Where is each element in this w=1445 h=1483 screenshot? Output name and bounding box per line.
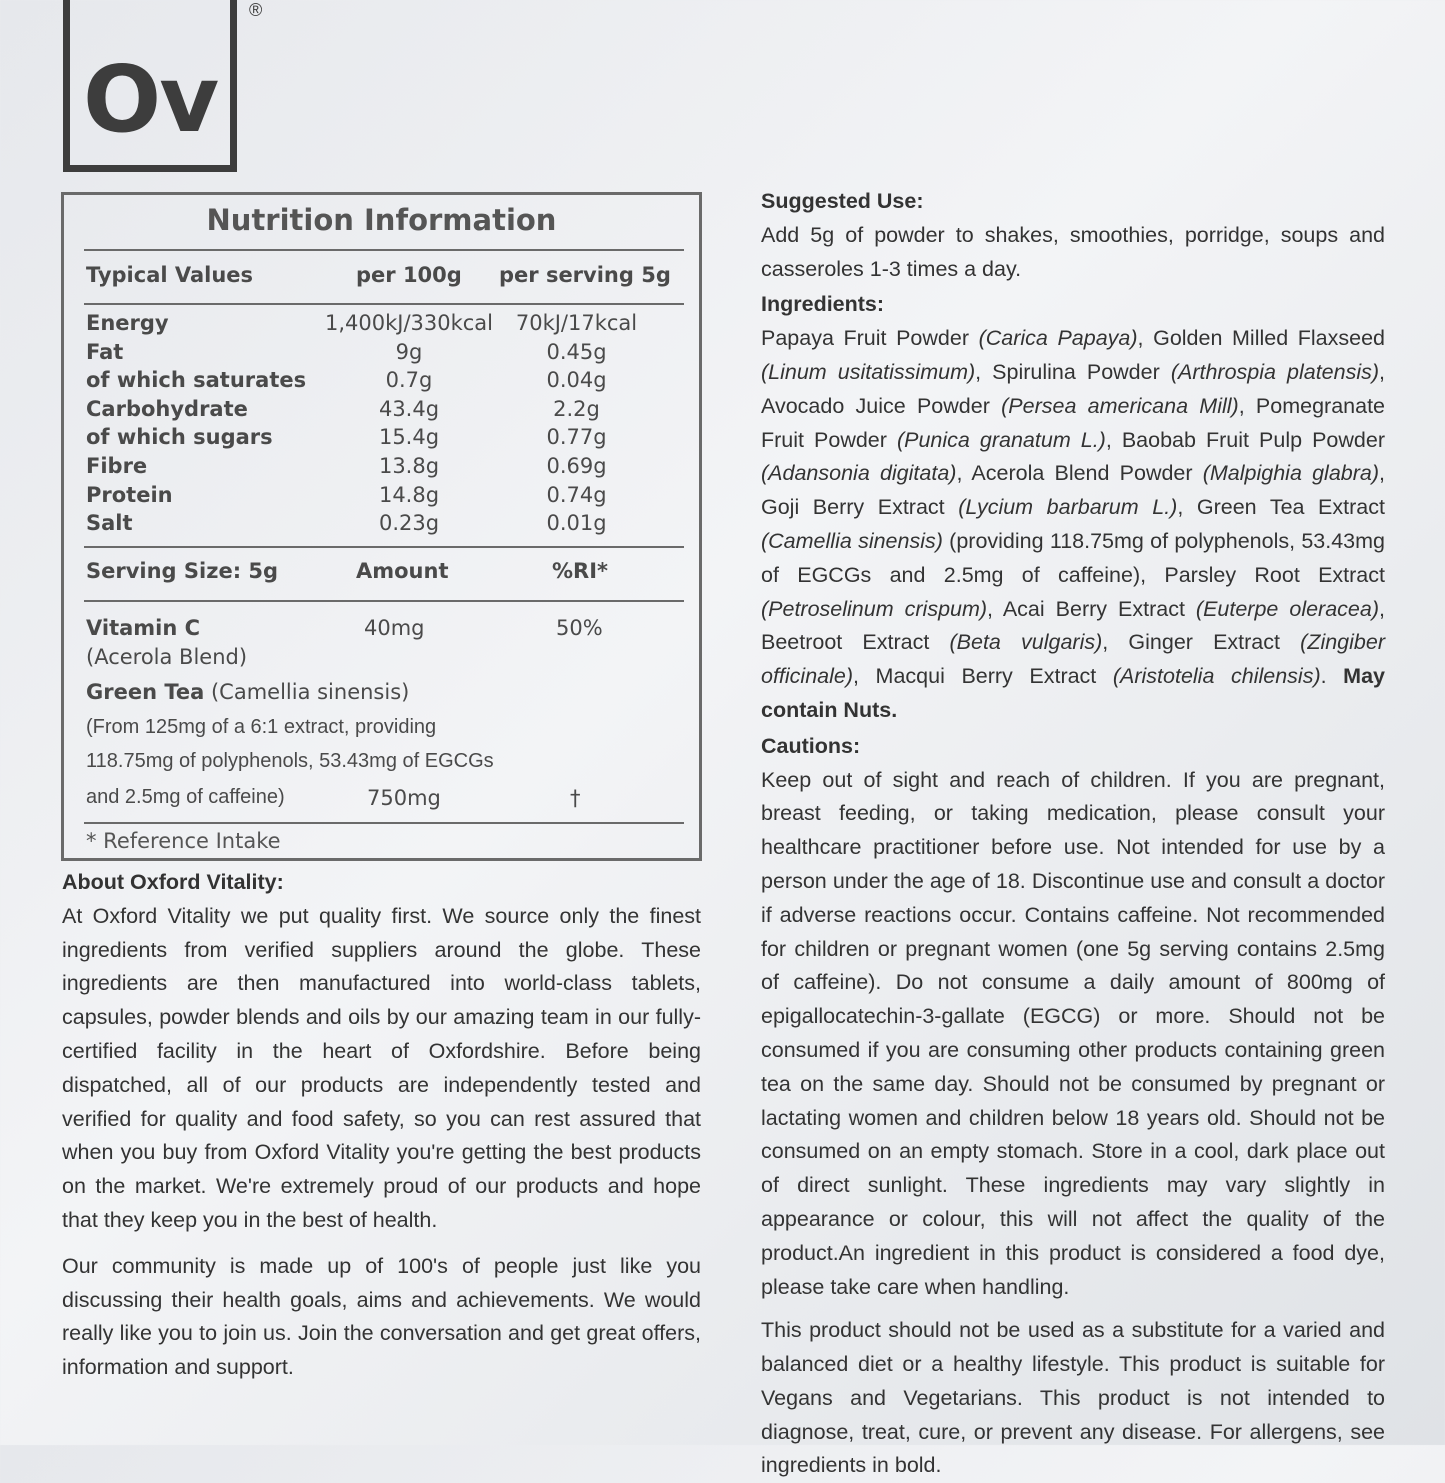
ingredient-text: , Spirulina Powder: [975, 359, 1171, 384]
ingredient-text: , Ginger Extract: [1102, 630, 1301, 655]
right-column: [761, 185, 1385, 1483]
ingredient-latin-name: (Lycium barbarum L.): [958, 495, 1178, 520]
divider: [84, 600, 684, 602]
ingredients-heading: Ingredients:: [761, 292, 885, 317]
ingredient-latin-name: (Camellia sinensis): [761, 528, 943, 553]
brand-logo: [63, 0, 237, 172]
nutrition-panel: [61, 192, 702, 861]
ingredient-latin-name: (Aristotelia chilensis): [1112, 664, 1321, 689]
ingredient-text: , Green Tea Extract: [1177, 495, 1385, 520]
nutrient-per-100g: 0.23g: [378, 511, 440, 536]
header-typical-values: Typical Values: [86, 263, 254, 287]
nutrient-per-serving: 0.04g: [546, 368, 607, 393]
vitamin-c-ri: 50%: [556, 616, 603, 640]
green-tea-row: [86, 680, 409, 704]
ingredient-text: , Acai Berry Extract: [987, 596, 1196, 621]
nutrient-name: of which sugars: [86, 425, 273, 450]
green-tea-note-2: 118.75mg of polyphenols, 53.43mg of EGCGs: [86, 750, 494, 772]
ingredient-latin-name: (Punica granatum L.): [896, 427, 1106, 452]
about-paragraph-2: Our community is made up of 100's of people just like you discussing their health goals, aims and achievements. We would really like you to join us. Join the conversation and get great offers, information and support.: [62, 1253, 701, 1380]
logo-text: Ov: [83, 46, 218, 153]
ingredient-text: , Beetroot Extract: [761, 596, 1385, 655]
nutrient-name: of which saturates: [86, 368, 307, 393]
ingredient-text: , Macqui Berry Extract: [853, 664, 1113, 689]
ingredient-text: , Baobab Fruit Pulp Powder: [1105, 427, 1385, 452]
nutrient-per-serving: 2.2g: [553, 396, 600, 421]
nutrition-title: Nutrition Information: [206, 203, 557, 237]
nutrient-per-serving: 0.69g: [546, 454, 607, 478]
amount-header: Amount: [356, 559, 449, 583]
green-tea-note-3: and 2.5mg of caffeine): [86, 786, 285, 808]
about-heading: About Oxford Vitality:: [62, 870, 284, 894]
ingredient-latin-name: (Malpighia glabra): [1202, 461, 1380, 486]
vitamin-c-amount: 40mg: [364, 616, 425, 640]
registered-mark: ®: [249, 0, 263, 20]
ingredients-text: [761, 322, 1385, 728]
header-per-serving: per serving 5g: [499, 263, 671, 287]
nutrient-per-serving: 0.74g: [546, 482, 607, 507]
nutrient-per-100g: 15.4g: [378, 425, 440, 450]
green-tea-note-1: (From 125mg of a 6:1 extract, providing: [86, 716, 437, 738]
ingredient-latin-name: (Arthrospia platensis): [1170, 359, 1380, 384]
ingredient-text: , Goji Berry Extract: [761, 461, 1385, 520]
nutrient-per-serving: 70kJ/17kcal: [515, 311, 638, 335]
nutrient-name: Fat: [86, 339, 124, 364]
serving-size-label: Serving Size: 5g: [86, 559, 279, 583]
nutrient-name: Fibre: [86, 454, 148, 478]
ingredient-latin-name: (Persea americana Mill): [1001, 393, 1239, 418]
ingredient-text: , Acerola Blend Powder: [956, 461, 1203, 486]
ingredient-latin-name: (Euterpe oleracea): [1195, 596, 1379, 621]
nutrient-per-serving: 0.01g: [546, 511, 607, 536]
ingredient-text: .: [1320, 664, 1344, 689]
ingredient-text: Papaya Fruit Powder: [761, 326, 979, 351]
footnote: * Reference Intake: [86, 829, 281, 853]
nutrient-name: Salt: [86, 511, 133, 536]
divider: [84, 546, 684, 548]
nutrient-per-100g: 0.7g: [385, 368, 433, 393]
divider: [84, 303, 684, 305]
ri-header: %RI*: [552, 559, 609, 583]
suggested-use-text: Add 5g of powder to shakes, smoothies, porridge, soups and casseroles 1-3 times a day.: [761, 222, 1385, 281]
green-tea-latin: (Camellia sinensis): [204, 680, 410, 704]
about-section: [62, 866, 701, 1385]
cautions-paragraph-2: This product should not be used as a substitute for a varied and balanced diet or a healthy lifestyle. This product is suitable for Vegans and Vegetarians. This product is not intended to diagnose, treat, cure, or prevent any disease. For allergens, see ingredients in bold.: [761, 1318, 1385, 1478]
green-tea-amount: 750mg: [367, 786, 441, 810]
divider: [84, 822, 684, 824]
ingredient-latin-name: (Petroselinum crispum): [761, 596, 988, 621]
nutrient-per-100g: 43.4g: [378, 396, 440, 421]
nutrient-name: Protein: [86, 482, 173, 507]
ingredient-latin-name: (Linum usitatissimum): [761, 359, 976, 384]
green-tea-ri: †: [570, 786, 581, 810]
green-tea-label: Green Tea: [86, 680, 205, 704]
nutrient-per-serving: 0.77g: [546, 425, 607, 450]
nutrient-per-100g: 13.8g: [378, 454, 440, 478]
nutrient-name: Carbohydrate: [86, 396, 248, 421]
vitamin-c-label: Vitamin C: [86, 616, 201, 640]
cautions-paragraph-1: Keep out of sight and reach of children. If you are pregnant, breast feeding, or taking medication, please consult your healthcare practitioner before use. Not intended for use by a person under the age of 18. Discontinue use and consult a doctor if adverse reactions occur. Contains caffeine. Not recommended for children or pregnant women (one 5g serving contains 2.5mg of caffeine). Do not consume a daily amount of 800mg of epigallocatechin-3-gallate (EGCG) or more. Should not be consumed if you are consuming other products containing green tea on the same day. Should not be consumed by pregnant or lactating women and children below 18 years old. Should not be consumed on an empty stomach. Store in a cool, dark place out of direct sunlight. These ingredients may vary slightly in appearance or colour, this will not affect the quality of the product.An ingredient in this product is considered a food dye, please take care when handling.: [761, 767, 1385, 1299]
cautions-heading: Cautions:: [761, 733, 861, 758]
allergen-warning: May contain Nuts.: [761, 664, 1385, 722]
ingredient-text: , Pomegranate Fruit Powder: [761, 393, 1385, 452]
nutrient-per-serving: 0.45g: [546, 339, 607, 364]
ingredient-latin-name: (Carica Papaya): [978, 326, 1138, 351]
ingredient-latin-name: (Zingiber officinale): [761, 630, 1385, 689]
vitamin-c-source: (Acerola Blend): [86, 645, 248, 669]
ingredient-text: (providing 118.75mg of polyphenols, 53.43mg of EGCGs and 2.5mg of caffeine), Parsley Root Extract: [761, 528, 1385, 587]
divider: [84, 249, 684, 251]
nutrient-per-100g: 1,400kJ/330kcal: [324, 311, 494, 335]
ingredient-text: , Golden Milled Flaxseed: [1137, 326, 1385, 351]
ingredient-latin-name: (Adansonia digitata): [761, 461, 957, 486]
ingredient-latin-name: (Beta vulgaris): [949, 630, 1103, 655]
nutrient-name: Energy: [86, 311, 169, 335]
about-paragraph-1: At Oxford Vitality we put quality first. We source only the finest ingredients from verified suppliers around the globe. These ingredients are then manufactured into world-class tablets, capsules, powder blends and oils by our amazing team in our fully-certified facility in the heart of Oxfordshire. Before being dispatched, all of our products are independently tested and verified for quality and food safety, so you can rest assured that when you buy from Oxford Vitality you're getting the best products on the market. We're extremely proud of our products and hope that they keep you in the best of health.: [62, 903, 701, 1232]
header-per-100g: per 100g: [356, 263, 462, 287]
nutrient-per-100g: 9g: [395, 339, 423, 364]
ingredients-list: [761, 326, 1385, 688]
suggested-use-heading: Suggested Use:: [761, 189, 924, 213]
nutrient-per-100g: 14.8g: [378, 482, 440, 507]
ingredient-text: , Avocado Juice Powder: [761, 359, 1386, 418]
